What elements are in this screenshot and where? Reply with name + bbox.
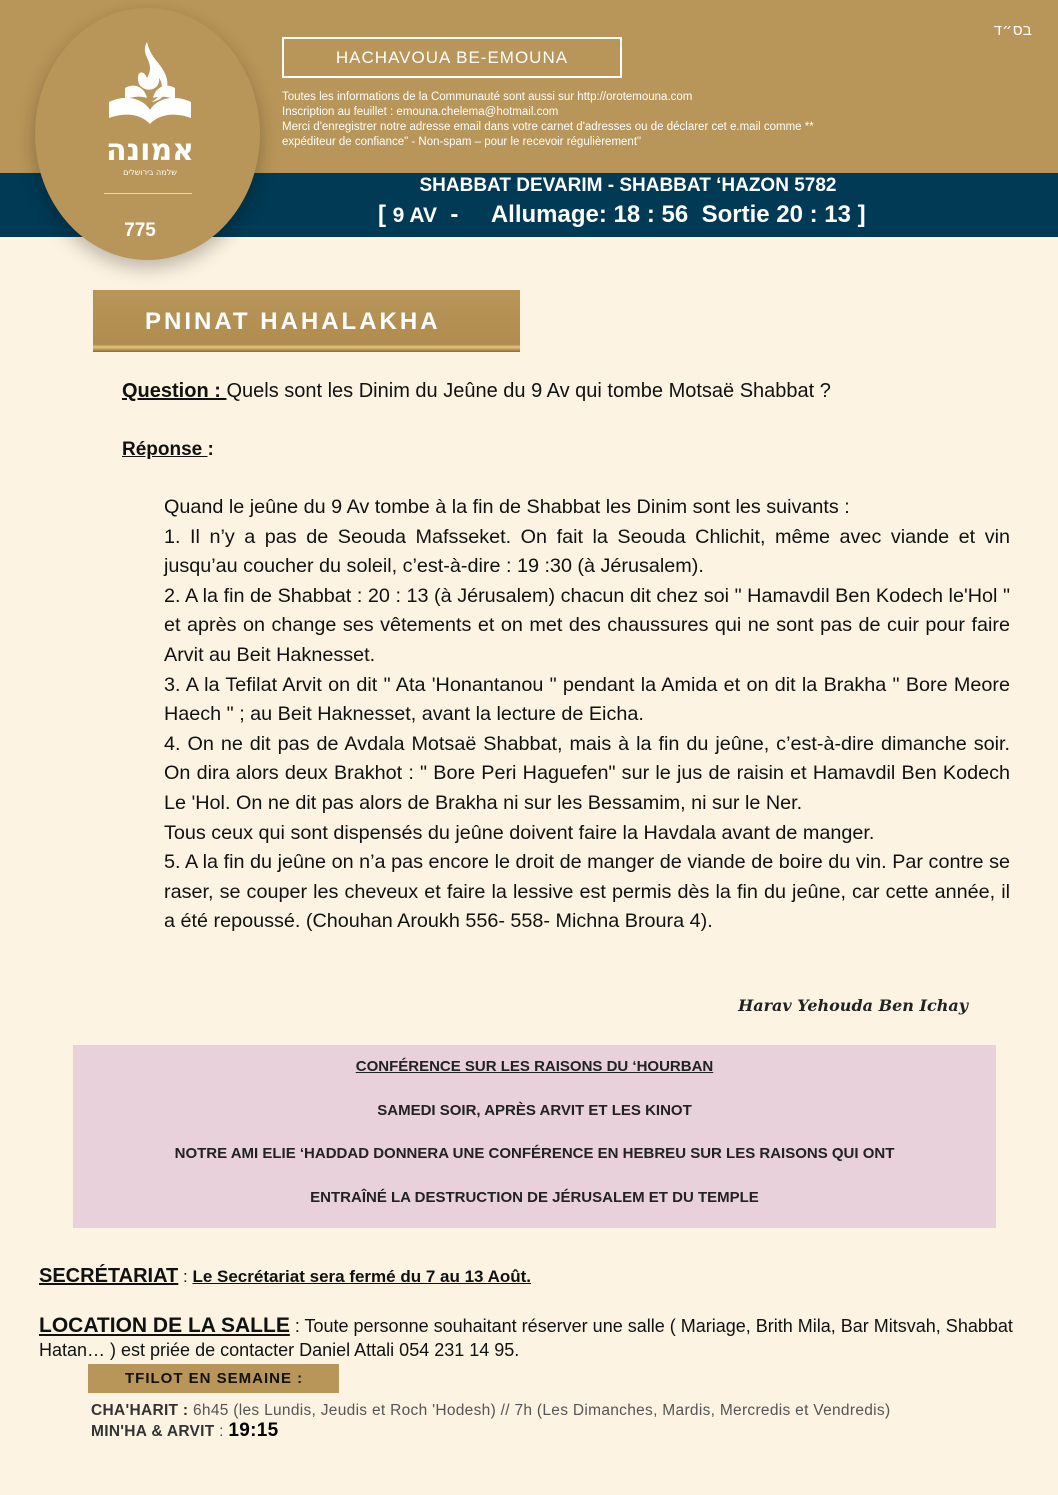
answer-paragraph: 2. A la fin de Shabbat : 20 : 13 (à Jérusalem) chacun dit chez soi " Hamavdil Ben Kodech le'Hol " et après on change ses vêtements et on met des chaussures qui ne sont pas de cuir pour faire Arvit au Beit Haknesset. bbox=[164, 584, 1010, 666]
logo-divider bbox=[104, 193, 192, 194]
info-line: Toutes les informations de la Communauté sont aussi sur http://orotemouna.com bbox=[282, 91, 693, 103]
signature: Harav Yehouda Ben Ichay bbox=[738, 996, 968, 1015]
response-heading bbox=[122, 439, 214, 461]
minha-sep: : bbox=[214, 1423, 229, 1440]
response-label: Réponse bbox=[122, 439, 208, 460]
shabbat-title: SHABBAT DEVARIM - SHABBAT ‘HAZON 5782 bbox=[419, 175, 837, 196]
answer-paragraph: 3. A la Tefilat Arvit on dit " Ata 'Honantanou " pendant la Amida et on dit la Brakha " Bore Meore Haech " ; au Beit Haknesset, avant la lecture de Eicha. bbox=[164, 673, 1010, 726]
besd-mark: בס״ד bbox=[993, 20, 1032, 39]
section-title: PNINAT HAHALAKHA bbox=[145, 308, 441, 335]
conference-line: SAMEDI SOIR, APRÈS ARVIT ET LES KINOT bbox=[377, 1102, 692, 1119]
answer-paragraph: Tous ceux qui sont dispensés du jeûne doivent faire la Havdala avant de manger. bbox=[164, 821, 875, 844]
location-notice bbox=[39, 1314, 1029, 1362]
chaharit-times: 6h45 (les Lundis, Jeudis et Roch 'Hodesh) // 7h (Les Dimanches, Mardis, Mercredis et Vendredis) bbox=[188, 1402, 891, 1419]
answer-paragraph: 5. A la fin du jeûne on n’a pas encore le droit de manger de viande de boire du vin. Par contre se raser, se couper les cheveux et faire la lessive est permis dès la fin du jeûne, car cette année, il a été repoussé. (Chouhan Aroukh 556- 558- Michna Broura 4). bbox=[164, 851, 1010, 933]
shabbat-end: Sortie 20 : 13 bbox=[701, 201, 851, 228]
issue-number: 775 bbox=[124, 220, 156, 241]
secretariat-sep: : bbox=[178, 1267, 193, 1286]
logo-subtext: שלמה בירושלים bbox=[123, 168, 177, 177]
chaharit-label: CHA'HARIT : bbox=[91, 1402, 189, 1419]
minha-line bbox=[91, 1420, 279, 1442]
answer-body bbox=[164, 493, 1010, 937]
response-colon: : bbox=[207, 439, 214, 460]
location-heading: LOCATION DE LA SALLE bbox=[39, 1314, 290, 1337]
secretariat-heading: SECRÉTARIAT bbox=[39, 1265, 179, 1287]
tfilot-banner bbox=[88, 1364, 339, 1393]
answer-paragraph: Quand le jeûne du 9 Av tombe à la fin de Shabbat les Dinim sont les suivants : bbox=[164, 496, 850, 518]
minha-label: MIN'HA & ARVIT bbox=[91, 1423, 215, 1440]
question-label: Question : bbox=[122, 380, 227, 402]
conference-line: ENTRAÎNÉ LA DESTRUCTION DE JÉRUSALEM ET DU TEMPLE bbox=[310, 1189, 759, 1206]
date-dash: - bbox=[450, 201, 459, 228]
header-info bbox=[282, 90, 942, 150]
secretariat-notice bbox=[39, 1265, 531, 1288]
tfilot-heading: TFILOT EN SEMAINE : bbox=[125, 1370, 304, 1387]
candle-lighting: Allumage: 18 : 56 bbox=[490, 201, 689, 228]
info-line: expéditeur de confiance" - Non-spam – pour le recevoir régulièrement" bbox=[282, 136, 642, 148]
newsletter-title: HACHAVOUA BE-EMOUNA bbox=[282, 37, 622, 78]
hebrew-date: 9 AV bbox=[392, 204, 438, 227]
question bbox=[122, 380, 831, 403]
conference-title: CONFÉRENCE SUR LES RAISONS DU ‘HOURBAN bbox=[355, 1058, 714, 1075]
answer-paragraph: 1. Il n’y a pas de Seouda Mafsseket. On fait la Seouda Chlichit, même avec viande et vin jusqu’au coucher du soleil, c’est-à-dire : 19 :30 (à Jérusalem). bbox=[164, 525, 1010, 578]
logo-text: אמונה bbox=[105, 133, 195, 168]
open-book-with-flame-icon bbox=[95, 38, 205, 178]
info-line: Merci d'enregistrer notre adresse email dans votre carnet d'adresses ou de déclarer cet e.mail comme ** bbox=[282, 121, 814, 133]
minha-time: 19:15 bbox=[228, 1420, 279, 1441]
location-text: : Toute personne souhaitant réserver une salle ( Mariage, Brith Mila, Bar Mitsvah, Shabbat Hatan… ) est priée de contacter Daniel Attali 054 231 14 95. bbox=[39, 1316, 1013, 1360]
info-line: Inscription au feuillet : emouna.chelema@hotmail.com bbox=[282, 106, 559, 118]
bracket-open: [ bbox=[378, 201, 386, 228]
shabbat-times bbox=[378, 201, 866, 229]
question-text: Quels sont les Dinim du Jeûne du 9 Av qui tombe Motsaë Shabbat ? bbox=[226, 380, 831, 402]
conference-box bbox=[73, 1045, 996, 1228]
bracket-close: ] bbox=[857, 201, 866, 228]
secretariat-message: Le Secrétariat sera fermé du 7 au 13 Août. bbox=[192, 1267, 532, 1286]
section-banner bbox=[93, 290, 520, 352]
chaharit-line bbox=[91, 1402, 890, 1420]
conference-line: NOTRE AMI ELIE ‘HADDAD DONNERA UNE CONFÉRENCE EN HEBREU SUR LES RAISONS QUI ONT bbox=[174, 1145, 895, 1162]
answer-paragraph: 4. On ne dit pas de Avdala Motsaë Shabbat, mais à la fin du jeûne, c’est-à-dire dimanche soir. On dira alors deux Brakhot : " Bore Peri Haguefen" sur le jus de raisin et Hamavdil Ben Kodech Le 'Hol. On ne dit pas alors de Brakha ni sur les Bessamim, ni sur le Ner. bbox=[164, 732, 1010, 814]
